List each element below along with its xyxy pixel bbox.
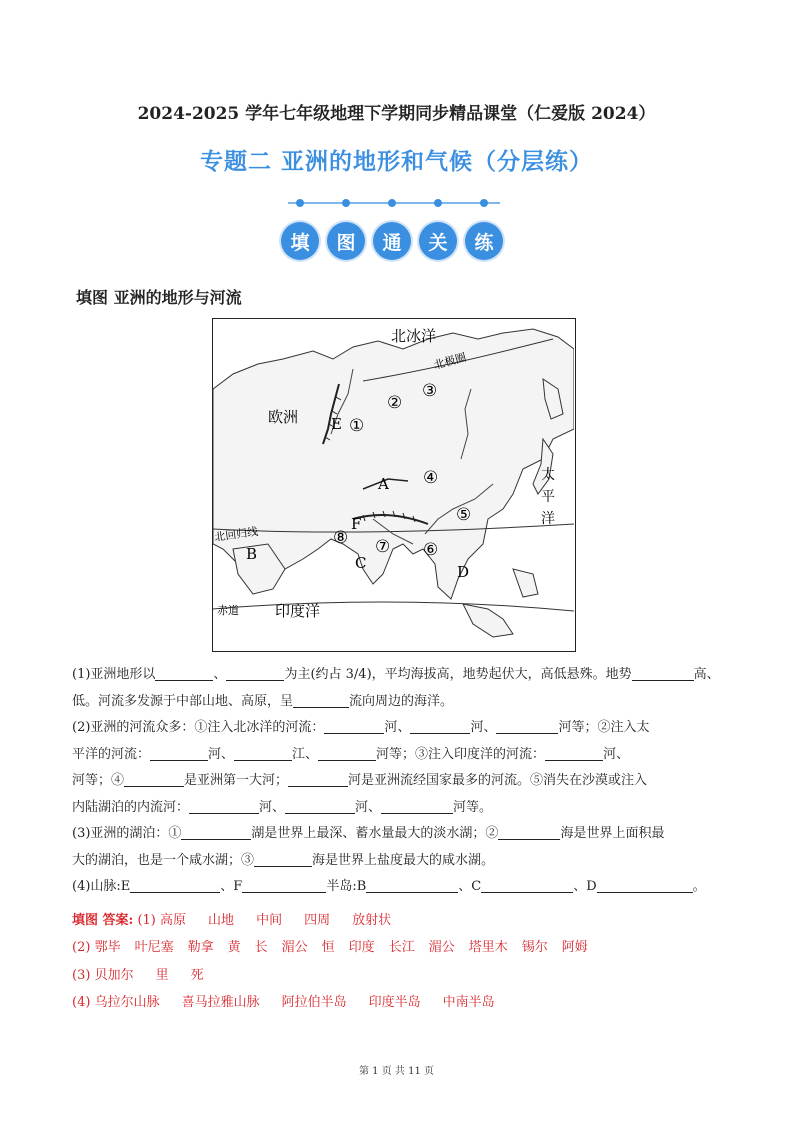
question-text: 内陆湖泊的内流河：: [72, 799, 190, 815]
badge-tu: 图: [327, 222, 365, 260]
answer-prefix: (2): [72, 940, 91, 956]
answer-blank[interactable]: [150, 745, 208, 761]
label-circle-2: ②: [387, 393, 403, 413]
badge-dot: [388, 199, 396, 207]
question-2-line-3: [72, 768, 722, 795]
question-2-line-2: [72, 742, 722, 769]
questions: [72, 662, 722, 901]
answer-item: 叶尼塞: [134, 940, 174, 956]
question-text: 海是世界上面积最: [560, 826, 665, 841]
question-text: 。: [692, 879, 706, 894]
answer-item: 里: [155, 967, 169, 983]
question-text: 、: [397, 720, 411, 735]
asia-map: [212, 318, 576, 652]
section-heading: 填图 亚洲的地形与河流: [76, 288, 242, 307]
answer-item: 阿姆: [561, 940, 588, 956]
question-text: 海是世界上盐度最大的咸水湖。: [312, 852, 495, 868]
answer-blank[interactable]: [410, 718, 470, 734]
question-2-line-1: [72, 715, 722, 742]
answer-item: 阿拉伯半岛: [281, 994, 347, 1010]
question-text: 、D: [573, 879, 597, 894]
badge-tong: 通: [373, 222, 411, 260]
answer-item: 塔里木: [468, 940, 508, 956]
question-3-line-1: [72, 821, 722, 848]
answer-item: 乌拉尔山脉: [94, 994, 160, 1010]
answer-line-4: [72, 989, 722, 1016]
answer-prefix: (3): [72, 967, 91, 983]
label-arctic-circle: 北极圈: [432, 350, 468, 372]
question-text: 湖是世界上最深、蓄水量最大的淡水湖；②: [251, 826, 499, 841]
answer-item: 印度半岛: [368, 994, 421, 1010]
answer-line-2: [72, 934, 722, 961]
answer-blank[interactable]: [181, 824, 251, 840]
question-text: (2)亚洲的河流众多：①注入北冰洋的河流：: [72, 720, 325, 735]
answer-item: 锡尔: [521, 940, 548, 956]
answer-blank[interactable]: [366, 877, 458, 893]
question-text: (3)亚洲的湖泊：①: [72, 826, 182, 841]
answer-item: 死: [190, 967, 204, 983]
label-circle-3: ③: [422, 381, 438, 401]
label-circle-7: ⑦: [375, 537, 391, 557]
question-text: 河是亚洲流经国家最多的河流。⑤消失在沙漠或注入: [348, 773, 648, 788]
answer-key: [72, 907, 722, 1016]
answer-item: 长: [254, 940, 268, 956]
label-europe: 欧洲: [268, 408, 299, 426]
question-text: 河: [470, 720, 484, 735]
label-equator: 赤道: [217, 604, 239, 617]
answer-item: 印度: [348, 940, 375, 956]
answer-item: 中间: [256, 913, 283, 928]
answer-item: 黄: [227, 940, 241, 956]
answer-item: 贝加尔: [94, 967, 134, 983]
page-number: 第 1 页 共 11 页: [359, 1066, 434, 1077]
equator-line: [213, 602, 574, 611]
question-text: 是亚洲第一大河；: [184, 773, 289, 788]
question-text: 河等；②注入太: [558, 720, 650, 735]
label-letter-F: F: [351, 515, 362, 533]
question-text: 河等；③注入印度洋的河流：: [376, 746, 546, 762]
answer-blank[interactable]: [155, 665, 213, 681]
label-circle-8: ⑧: [333, 528, 349, 548]
badge-guan: 关: [419, 222, 457, 260]
badge-tian: 填: [281, 222, 319, 260]
answer-blank[interactable]: [498, 824, 560, 840]
question-text: 、F: [220, 879, 243, 894]
answer-blank[interactable]: [285, 798, 355, 814]
question-text: 河、: [208, 746, 235, 762]
answer-item: 湄公: [281, 940, 308, 956]
answer-line-1: [72, 907, 722, 934]
answer-blank[interactable]: [597, 877, 693, 893]
label-circle-5: ⑤: [456, 505, 472, 525]
answer-item: 恒: [321, 940, 335, 956]
answer-blank[interactable]: [496, 718, 558, 734]
question-1-line-1: [72, 662, 722, 689]
answer-blank[interactable]: [226, 665, 284, 681]
answer-prefix: (4): [72, 994, 91, 1010]
answer-item: 鄂毕: [94, 940, 121, 956]
label-circle-6: ⑥: [423, 540, 439, 560]
badge-dot: [480, 199, 488, 207]
answer-blank[interactable]: [481, 877, 573, 893]
label-north-ocean: 北冰洋: [391, 327, 437, 345]
answer-blank[interactable]: [242, 877, 326, 893]
label-circle-1: ①: [349, 416, 365, 436]
question-text: 平洋的河流：: [72, 746, 151, 762]
question-text: 江、: [292, 746, 319, 762]
answer-blank[interactable]: [288, 771, 348, 787]
answer-blank[interactable]: [381, 798, 453, 814]
label-circle-4: ④: [423, 468, 439, 488]
answer-item: 喜马拉雅山脉: [181, 994, 260, 1010]
question-text: 、C: [458, 879, 482, 894]
label-pacific-3: 洋: [541, 511, 555, 527]
badge-row: [280, 196, 510, 266]
label-letter-D: D: [457, 563, 470, 581]
answer-line-3: [72, 962, 722, 989]
question-2-line-4: [72, 795, 722, 822]
question-4-line-1: [72, 874, 722, 901]
answer-blank[interactable]: [234, 745, 292, 761]
question-text: 低。河流多发源于中部山地、高原，呈: [72, 693, 294, 709]
answer-blank[interactable]: [124, 771, 184, 787]
label-pacific-2: 平: [541, 489, 555, 505]
label-letter-B: B: [246, 545, 258, 563]
label-letter-E: E: [331, 415, 342, 433]
answer-blank[interactable]: [632, 665, 694, 681]
badge-lian: 练: [465, 222, 503, 260]
question-text: 大的湖泊，也是一个咸水湖；③: [72, 852, 255, 868]
answer-blank[interactable]: [130, 877, 220, 893]
answer-blank[interactable]: [189, 798, 259, 814]
answer-item: 长江: [388, 940, 415, 956]
question-text: 河、: [355, 799, 382, 815]
answer-blank[interactable]: [254, 851, 312, 867]
answer-blank[interactable]: [318, 745, 376, 761]
question-text: (1)亚洲地形以: [72, 667, 156, 682]
label-pacific-1: 太: [541, 467, 555, 483]
question-text: 高、: [693, 667, 720, 682]
question-3-line-2: [72, 848, 722, 875]
answer-blank[interactable]: [324, 718, 384, 734]
question-text: 、: [213, 667, 227, 682]
answer-item: 放射状: [352, 913, 392, 928]
label-letter-A: A: [378, 475, 389, 493]
question-text: (4)山脉:E: [72, 879, 131, 894]
southeast-islands: [463, 569, 538, 637]
badge-dot: [296, 199, 304, 207]
question-text: 河等；④: [72, 773, 125, 788]
answer-blank[interactable]: [545, 745, 603, 761]
answer-blank[interactable]: [293, 692, 349, 708]
badge-dot: [434, 199, 442, 207]
label-indian-ocean: 印度洋: [275, 602, 321, 620]
question-text: 河: [384, 720, 398, 735]
question-text: 河、: [259, 799, 286, 815]
answer-prefix: (1): [137, 913, 156, 928]
answer-item: 勒拿: [187, 940, 214, 956]
answer-item: 高原: [160, 913, 187, 928]
badge-dot: [342, 199, 350, 207]
label-tropic: 北回归线: [213, 524, 259, 544]
answer-item: 山地: [208, 913, 235, 928]
topic-title: 专题二 亚洲的地形和气候（分层练）: [199, 149, 593, 175]
question-text: 、: [483, 720, 497, 735]
label-letter-C: C: [355, 554, 367, 572]
answer-item: 湄公: [428, 940, 455, 956]
answer-item: 中南半岛: [442, 994, 495, 1010]
question-text: 为主(约占 3/4)，平均海拔高，地势起伏大，高低悬殊。地势: [284, 667, 632, 682]
question-text: 河等。: [453, 799, 493, 815]
question-1-line-2: [72, 689, 722, 716]
answer-item: 四周: [304, 913, 331, 928]
question-text: 流向周边的海洋。: [349, 693, 454, 709]
question-text: 半岛:B: [326, 879, 367, 894]
document-title: 2024-2025 学年七年级地理下学期同步精品课堂（仁爱版 2024）: [137, 104, 656, 124]
question-text: 河、: [603, 746, 630, 762]
answer-label: 填图 答案:: [72, 913, 134, 928]
